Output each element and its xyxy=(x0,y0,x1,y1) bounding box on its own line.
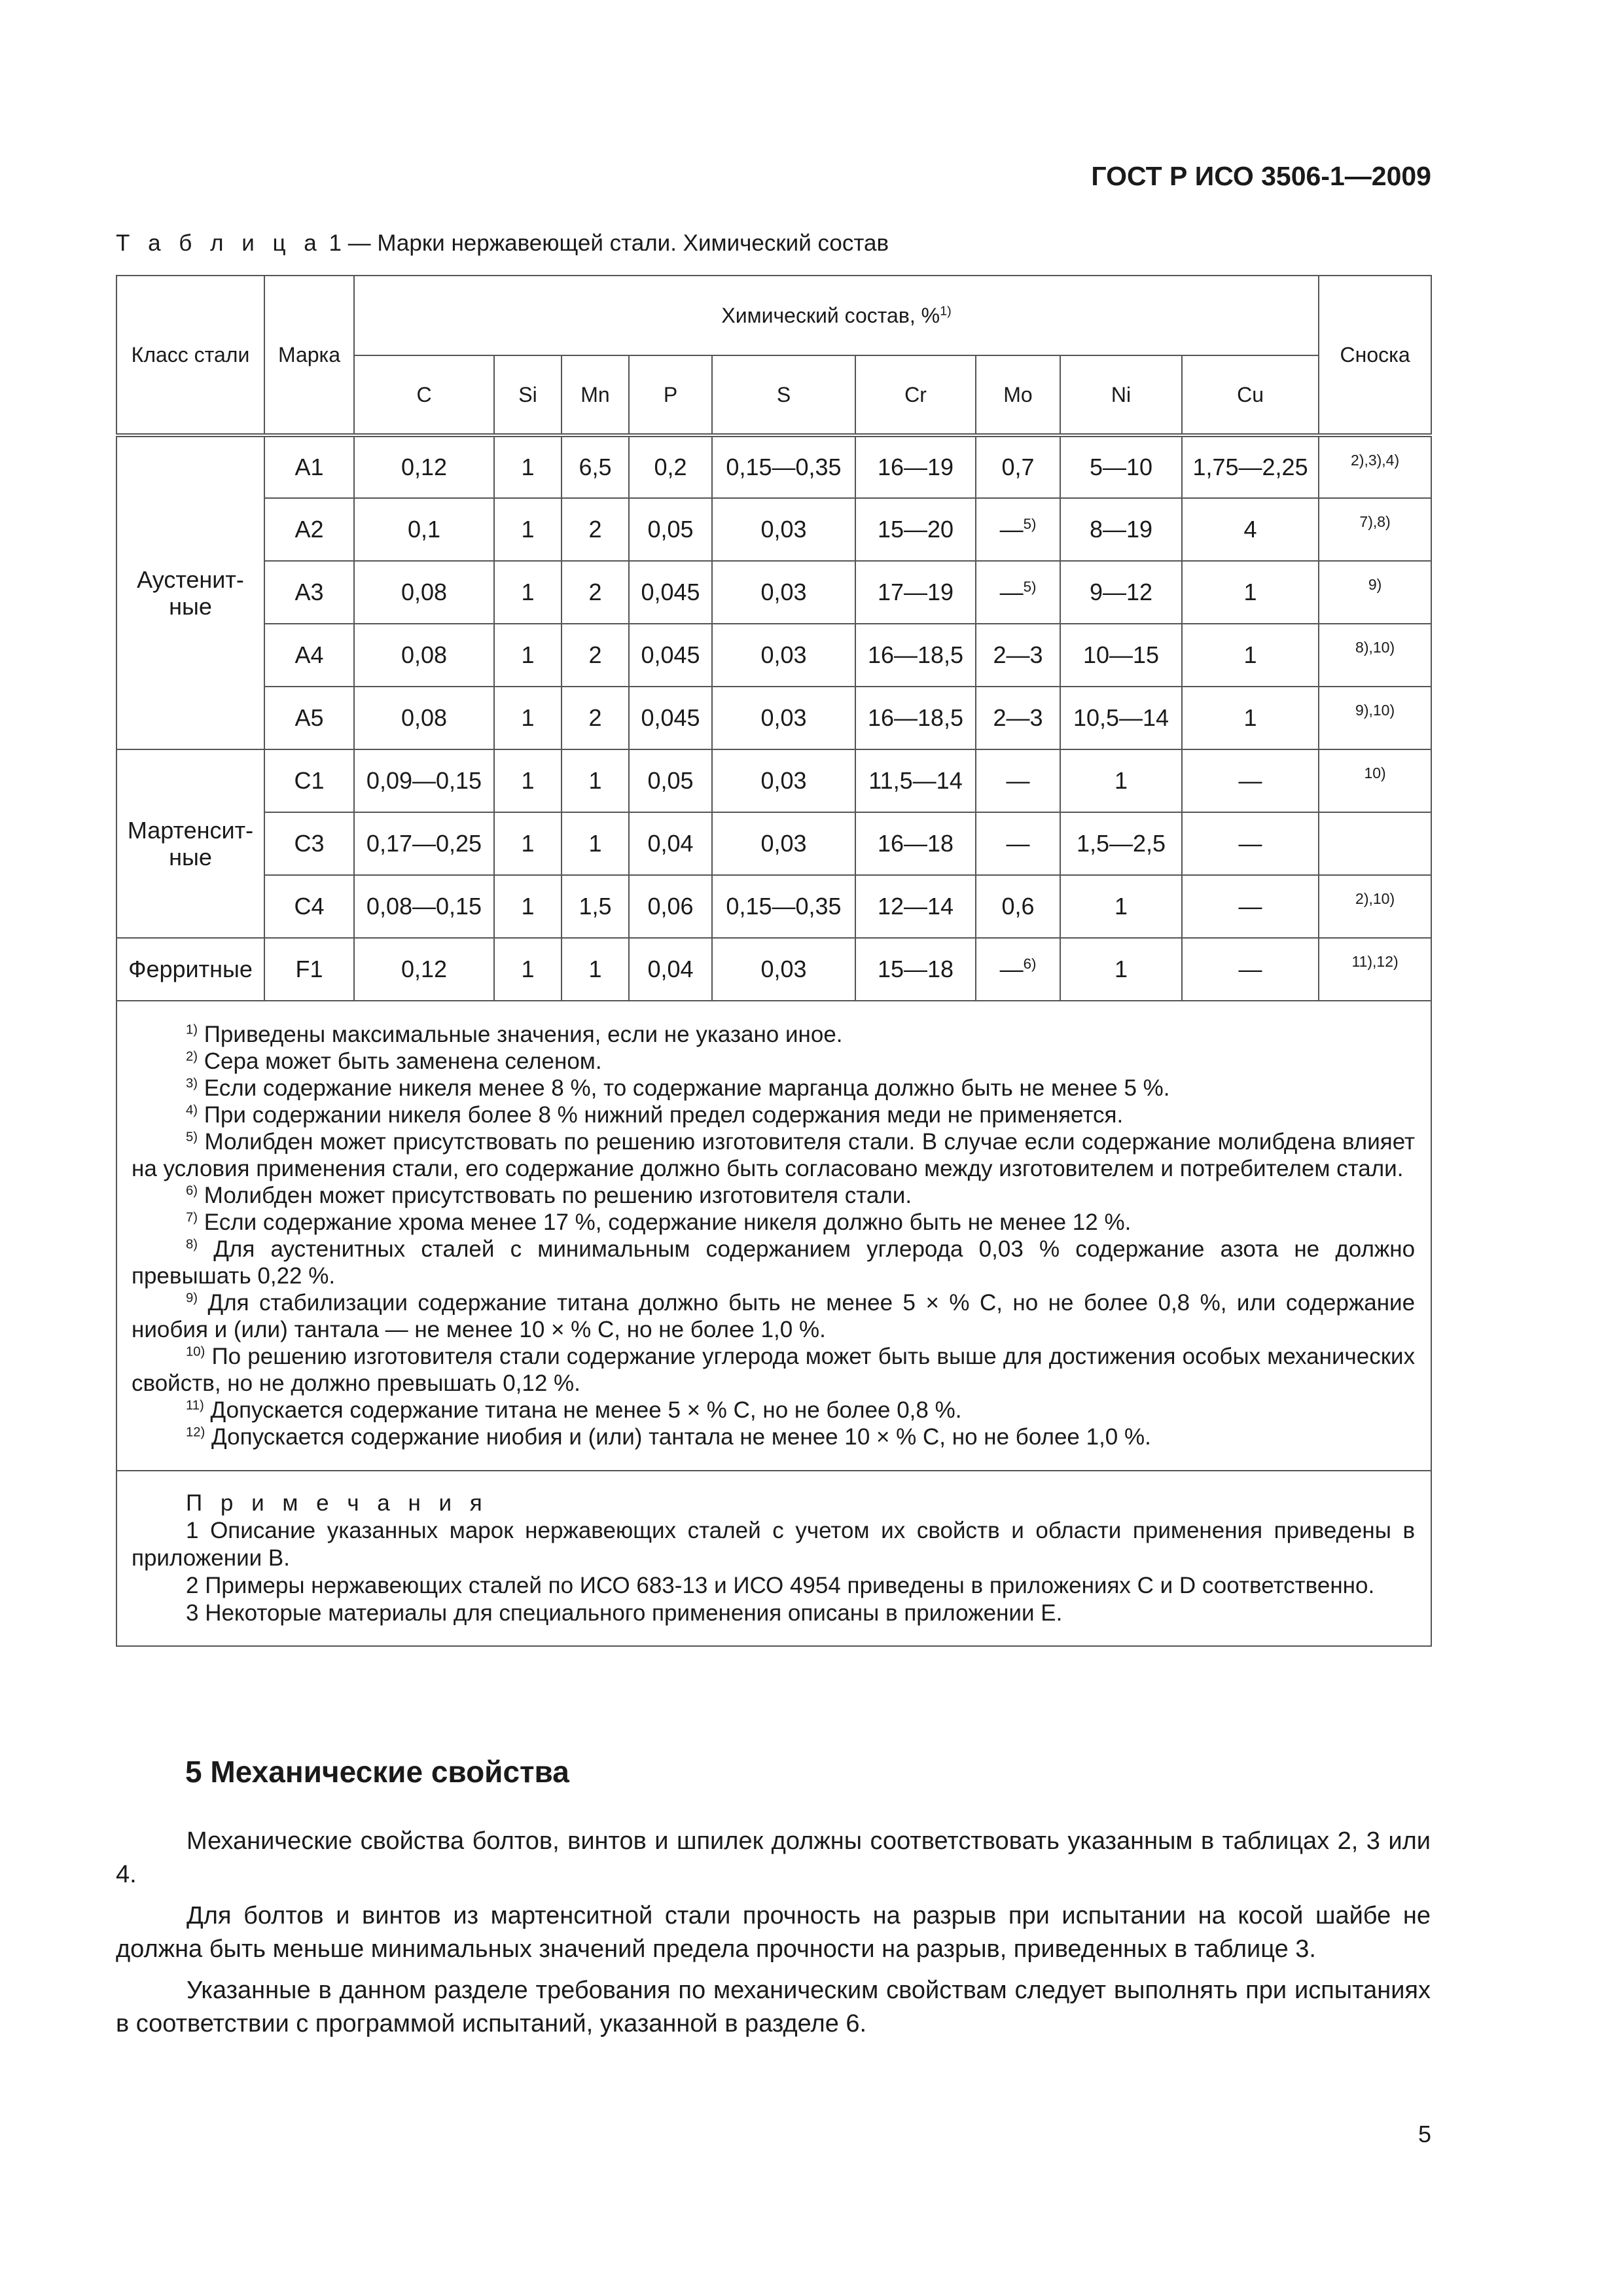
mo-value: 0,7 xyxy=(1001,454,1035,480)
value-cell: 0,05 xyxy=(629,749,712,812)
footnote xyxy=(132,1236,1415,1289)
value-cell: 1 xyxy=(1182,624,1319,687)
footnote-ref-cell: 9),10) xyxy=(1319,687,1431,749)
footnote-text: Молибден может присутствовать по решению изготовителя стали. В случае если содержание молибдена влияет на условия применения стали, его содержание должно быть согласовано между изготовителем и потребителем стали. xyxy=(132,1129,1416,1181)
mo-ref: 5) xyxy=(1023,579,1037,595)
header-element: Mo xyxy=(976,355,1060,435)
footnote-ref: 10) xyxy=(186,1344,205,1359)
footnote-ref: 9) xyxy=(186,1291,198,1306)
header-element: C xyxy=(354,355,494,435)
table-row xyxy=(116,624,1431,687)
value-cell: 1 xyxy=(562,812,629,875)
header-element: P xyxy=(629,355,712,435)
grade-cell: A2 xyxy=(264,498,354,561)
mo-value: 0,6 xyxy=(1001,893,1035,920)
chemical-composition-table xyxy=(116,275,1432,1647)
value-cell: 1 xyxy=(494,938,562,1001)
value-cell xyxy=(976,624,1060,687)
footnote xyxy=(132,1343,1415,1397)
table-row xyxy=(116,875,1431,938)
value-cell: 1 xyxy=(562,938,629,1001)
value-cell: 17—19 xyxy=(855,561,976,624)
table-row xyxy=(116,812,1431,875)
value-cell: 0,2 xyxy=(629,435,712,498)
value-cell: 0,03 xyxy=(712,812,855,875)
value-cell: 0,03 xyxy=(712,561,855,624)
footnote xyxy=(132,1397,1415,1424)
value-cell: 1 xyxy=(494,875,562,938)
value-cell: 0,03 xyxy=(712,687,855,749)
notes-row xyxy=(116,1471,1431,1646)
class-cell: Ферритные xyxy=(116,938,264,1001)
value-cell: 0,15—0,35 xyxy=(712,435,855,498)
value-cell: — xyxy=(1182,875,1319,938)
value-cell: 0,045 xyxy=(629,624,712,687)
footnote-text: Допускается содержание ниобия и (или) тантала не менее 10 × % С, но не более 1,0 %. xyxy=(205,1424,1151,1450)
footnote xyxy=(132,1048,1415,1075)
value-cell: 1 xyxy=(494,687,562,749)
value-cell: 0,08 xyxy=(354,561,494,624)
value-cell xyxy=(976,938,1060,1001)
header-composition-label: Химический состав, % xyxy=(721,303,940,327)
footnotes-row xyxy=(116,1001,1431,1471)
mo-value: 2—3 xyxy=(993,704,1043,731)
footnote xyxy=(132,1128,1415,1182)
footnote-text: Если содержание хрома менее 17 %, содержание никеля должно быть не менее 12 %. xyxy=(198,1210,1132,1235)
header-element: Si xyxy=(494,355,562,435)
mo-value: 2—3 xyxy=(993,641,1043,668)
value-cell: 0,045 xyxy=(629,687,712,749)
value-cell xyxy=(976,435,1060,498)
table-row xyxy=(116,749,1431,812)
footnote-text: При содержании никеля более 8 % нижний предел содержания меди не применяется. xyxy=(198,1102,1124,1128)
footnote-ref: 2) xyxy=(186,1049,198,1064)
value-cell: 1,75—2,25 xyxy=(1182,435,1319,498)
footnote-ref: 7) xyxy=(186,1210,198,1225)
footnote-text: Допускается содержание титана не менее 5 × % С, но не более 0,8 %. xyxy=(204,1397,962,1423)
value-cell: 1 xyxy=(494,435,562,498)
footnote-ref: 12) xyxy=(186,1425,205,1440)
table-caption xyxy=(116,230,889,257)
value-cell: 2 xyxy=(562,687,629,749)
note-item: 1 Описание указанных марок нержавеющих сталей с учетом их свойств и области применения приведены в приложении В. xyxy=(132,1518,1416,1571)
value-cell: 16—18,5 xyxy=(855,624,976,687)
footnote-ref-cell: 8),10) xyxy=(1319,624,1431,687)
footnote xyxy=(132,1075,1415,1102)
body-paragraph: Механические свойства болтов, винтов и шпилек должны соответствовать указанным в таблицах 2, 3 или 4. xyxy=(116,1827,1431,1888)
value-cell: 16—18,5 xyxy=(855,687,976,749)
footnote xyxy=(132,1021,1415,1048)
mo-ref: 6) xyxy=(1023,956,1037,972)
page-number: 5 xyxy=(1418,2121,1431,2147)
table-row xyxy=(116,687,1431,749)
value-cell: 0,05 xyxy=(629,498,712,561)
header-grade: Марка xyxy=(264,276,354,435)
footnotes-block xyxy=(116,1001,1431,1471)
footnote-ref-cell: 7),8) xyxy=(1319,498,1431,561)
value-cell: 10,5—14 xyxy=(1060,687,1182,749)
value-cell: 0,045 xyxy=(629,561,712,624)
value-cell: 1 xyxy=(1182,561,1319,624)
notes-title: П р и м е ч а н и я xyxy=(186,1490,488,1516)
value-cell: 0,08 xyxy=(354,624,494,687)
footnote-ref: 8) xyxy=(186,1237,198,1252)
value-cell: 1,5—2,5 xyxy=(1060,812,1182,875)
value-cell: 1 xyxy=(494,624,562,687)
footnote-text: Если содержание никеля менее 8 %, то содержание марганца должно быть не менее 5 %. xyxy=(198,1075,1170,1101)
mo-value: — xyxy=(999,516,1024,543)
footnote-ref-cell: 2),10) xyxy=(1319,875,1431,938)
table-row xyxy=(116,498,1431,561)
value-cell: 0,08—0,15 xyxy=(354,875,494,938)
grade-cell: C1 xyxy=(264,749,354,812)
value-cell: 0,08 xyxy=(354,687,494,749)
value-cell: 5—10 xyxy=(1060,435,1182,498)
notes-block xyxy=(116,1471,1431,1646)
value-cell: 1 xyxy=(494,749,562,812)
mo-ref: 5) xyxy=(1023,516,1037,532)
footnote xyxy=(132,1102,1415,1128)
value-cell: — xyxy=(1182,938,1319,1001)
header-element: S xyxy=(712,355,855,435)
value-cell xyxy=(976,875,1060,938)
table-row xyxy=(116,561,1431,624)
grade-cell: F1 xyxy=(264,938,354,1001)
value-cell: 16—18 xyxy=(855,812,976,875)
header-element: Cr xyxy=(855,355,976,435)
footnote-text: Приведены максимальные значения, если не указано иное. xyxy=(198,1022,843,1047)
value-cell: 10—15 xyxy=(1060,624,1182,687)
footnote-text: Сера может быть заменена селеном. xyxy=(198,1049,602,1074)
value-cell: 11,5—14 xyxy=(855,749,976,812)
value-cell: 8—19 xyxy=(1060,498,1182,561)
document-header: ГОСТ Р ИСО 3506-1—2009 xyxy=(1091,161,1431,191)
mo-value: — xyxy=(1006,767,1030,794)
value-cell: 12—14 xyxy=(855,875,976,938)
value-cell: 4 xyxy=(1182,498,1319,561)
table-row xyxy=(116,435,1431,498)
header-composition xyxy=(354,276,1319,355)
grade-cell: C4 xyxy=(264,875,354,938)
footnote xyxy=(132,1289,1415,1343)
value-cell: 0,03 xyxy=(712,624,855,687)
footnote-text: По решению изготовителя стали содержание углерода может быть выше для достижения особых механических свойств, но не должно превышать 0,12 %. xyxy=(132,1344,1416,1396)
footnote-text: Молибден может присутствовать по решению изготовителя стали. xyxy=(198,1183,912,1208)
note-item: 2 Примеры нержавеющих сталей по ИСО 683-13 и ИСО 4954 приведены в приложениях С и D соответственно. xyxy=(186,1573,1375,1598)
value-cell xyxy=(976,687,1060,749)
value-cell: 6,5 xyxy=(562,435,629,498)
value-cell: 2 xyxy=(562,561,629,624)
value-cell: 1 xyxy=(1060,938,1182,1001)
footnote-ref: 4) xyxy=(186,1103,198,1118)
value-cell: 0,09—0,15 xyxy=(354,749,494,812)
mo-value: — xyxy=(999,956,1024,982)
value-cell: 16—19 xyxy=(855,435,976,498)
header-footnote: Сноска xyxy=(1319,276,1431,435)
value-cell xyxy=(976,498,1060,561)
footnote xyxy=(132,1209,1415,1236)
footnote-ref-cell xyxy=(1319,812,1431,875)
value-cell: 1 xyxy=(1060,749,1182,812)
value-cell: — xyxy=(1182,749,1319,812)
value-cell: 0,03 xyxy=(712,749,855,812)
section-title: 5 Механические свойства xyxy=(185,1755,569,1789)
grade-cell: A4 xyxy=(264,624,354,687)
value-cell: — xyxy=(1182,812,1319,875)
grade-cell: C3 xyxy=(264,812,354,875)
table-row xyxy=(116,938,1431,1001)
value-cell: 1 xyxy=(494,812,562,875)
value-cell: 0,04 xyxy=(629,812,712,875)
value-cell: 0,1 xyxy=(354,498,494,561)
grade-cell: A1 xyxy=(264,435,354,498)
value-cell xyxy=(976,812,1060,875)
value-cell: 1 xyxy=(562,749,629,812)
value-cell: 1,5 xyxy=(562,875,629,938)
body-paragraph: Указанные в данном разделе требования по механическим свойствам следует выполнять при испытаниях в соответствии с программой испытаний, указанной в разделе 6. xyxy=(116,1977,1431,2037)
footnote-ref: 3) xyxy=(186,1076,198,1091)
footnote xyxy=(132,1182,1415,1209)
value-cell: 0,06 xyxy=(629,875,712,938)
footnote-ref: 6) xyxy=(186,1183,198,1198)
value-cell: 0,15—0,35 xyxy=(712,875,855,938)
value-cell xyxy=(976,561,1060,624)
value-cell: 2 xyxy=(562,498,629,561)
value-cell: 2 xyxy=(562,624,629,687)
value-cell: 1 xyxy=(1060,875,1182,938)
footnote-ref-cell: 10) xyxy=(1319,749,1431,812)
footnote-ref-cell: 2),3),4) xyxy=(1319,435,1431,498)
footnote-ref-cell: 9) xyxy=(1319,561,1431,624)
value-cell: 1 xyxy=(494,498,562,561)
value-cell: 0,03 xyxy=(712,938,855,1001)
footnote xyxy=(132,1424,1415,1450)
mo-value: — xyxy=(1006,830,1030,857)
mo-value: — xyxy=(999,579,1024,605)
value-cell: 0,03 xyxy=(712,498,855,561)
footnote-ref: 11) xyxy=(186,1398,204,1413)
grade-cell: A3 xyxy=(264,561,354,624)
header-element: Ni xyxy=(1060,355,1182,435)
value-cell: 1 xyxy=(1182,687,1319,749)
class-cell: Мартенсит- ные xyxy=(116,749,264,938)
header-class: Класс стали xyxy=(116,276,264,435)
value-cell: 0,12 xyxy=(354,938,494,1001)
footnote-text: Для аустенитных сталей с минимальным содержанием углерода 0,03 % содержание азота не должно превышать 0,22 %. xyxy=(132,1236,1416,1289)
value-cell: 0,12 xyxy=(354,435,494,498)
value-cell: 0,04 xyxy=(629,938,712,1001)
table-caption-text: 1 — Марки нержавеющей стали. Химический состав xyxy=(322,230,889,256)
footnote-ref-cell: 11),12) xyxy=(1319,938,1431,1001)
footnote-text: Для стабилизации содержание титана должно быть не менее 5 × % С, но не более 0,8 %, или содержание ниобия и (или) тантала — не менее 10 × % С, но не более 1,0 %. xyxy=(132,1290,1416,1342)
footnote-ref: 5) xyxy=(186,1130,198,1145)
class-cell: Аустенит- ные xyxy=(116,435,264,749)
value-cell: 0,17—0,25 xyxy=(354,812,494,875)
note-item: 3 Некоторые материалы для специального применения описаны в приложении Е. xyxy=(186,1600,1063,1626)
table-caption-word: Т а б л и ц а xyxy=(116,230,323,256)
value-cell: 15—20 xyxy=(855,498,976,561)
value-cell xyxy=(976,749,1060,812)
header-element: Mn xyxy=(562,355,629,435)
body-paragraph: Для болтов и винтов из мартенситной стали прочность на разрыв при испытании на косой шайбе не должна быть меньше минимальных значений предела прочности на разрыв, приведенных в таблице 3. xyxy=(116,1902,1431,1963)
value-cell: 9—12 xyxy=(1060,561,1182,624)
header-element: Cu xyxy=(1182,355,1319,435)
footnote-ref: 1) xyxy=(186,1022,198,1037)
value-cell: 15—18 xyxy=(855,938,976,1001)
grade-cell: A5 xyxy=(264,687,354,749)
header-composition-ref: 1) xyxy=(940,303,952,318)
value-cell: 1 xyxy=(494,561,562,624)
